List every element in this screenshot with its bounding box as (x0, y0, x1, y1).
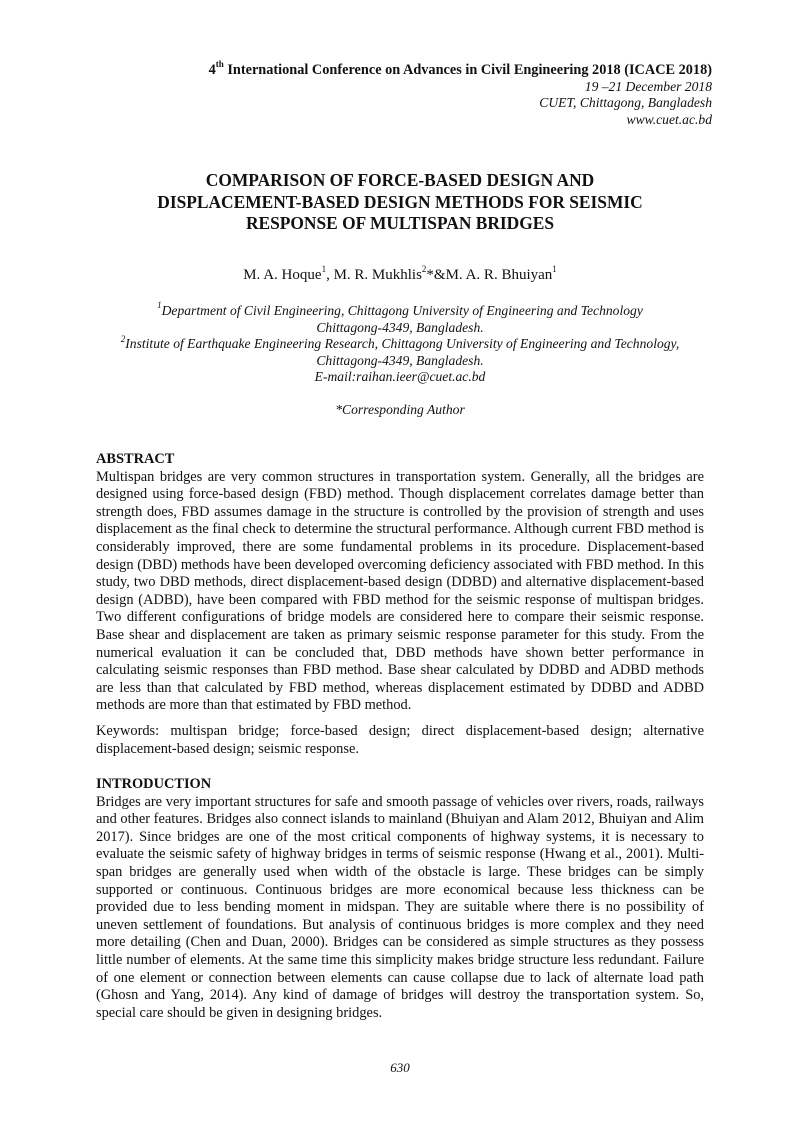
conference-title-rest: International Conference on Advances in Civil Engineering 2018 (ICACE 2018) (223, 62, 712, 78)
conference-header (208, 59, 712, 128)
author-affiliation-mark: 1 (552, 264, 557, 274)
conference-title (208, 59, 712, 79)
affiliation-mark: 2 (120, 333, 126, 344)
introduction-heading: INTRODUCTION (96, 776, 212, 792)
affiliation-2-city: Chittagong-4349, Bangladesh. (316, 352, 484, 368)
abstract-text: Multispan bridges are very common structures in transportation system. Generally, all the bridges are designed using force-based design (FBD) method. Though displacement correlates damage better than strength does, FBD assumes damage in the structure is controlled by the provision of strength and uses displacement as the final check to determine the structural performance. Although current FBD method is considerably improved, there are some fundamental problems in its procedure. Displacement-based design (DBD) methods have been developed overcoming deficiency associated with FBD method. In this study, two DBD methods, direct displacement-based design (DDBD) and alternative displacement-based design (ADBD), have been compared with FBD method for the seismic response of multispan bridges. Two different configurations of bridge models are considered here to compare their seismic response. Base shear and displacement are taken as primary seismic response parameter for this study. From the numerical evaluation it can be concluded that, DBD methods have shown better performance in calculating seismic responses than FBD method. Base shear calculated by DDBD and ADBD methods are less than that calculated by FBD method, whereas displacement estimated by DDBD and ADBD methods are more than that estimated by FBD method. (96, 468, 704, 714)
keywords-text: Keywords: multispan bridge; force-based design; direct displacement-based design; alternative displacement-based design; seismic response. (96, 723, 704, 757)
conference-location: CUET, Chittagong, Bangladesh (539, 95, 712, 111)
corresponding-author-note: *Corresponding Author (335, 402, 465, 417)
paper-title-line: COMPARISON OF FORCE-BASED DESIGN AND (205, 170, 595, 190)
author-affiliation-mark: 1 (321, 264, 327, 274)
affiliation-text: Department of Civil Engineering, Chittagong University of Engineering and Technology (161, 303, 643, 318)
author-name: M. R. Mukhlis (333, 267, 422, 283)
affiliations (96, 300, 704, 386)
abstract-heading: ABSTRACT (96, 451, 175, 467)
paper-title-line: DISPLACEMENT-BASED DESIGN METHODS FOR SEISMIC (157, 191, 643, 212)
author-name: M. A. R. Bhuiyan (445, 267, 553, 283)
affiliation-mark: 1 (157, 300, 162, 311)
introduction-text: Bridges are very important structures for safe and smooth passage of vehicles over rivers, roads, railways and other features. Bridges also connect islands to mainland (Bhuiyan and Alam 2012, Bhuiyan and Alim 2017). Since bridges are one of the most critical components of highway systems, it is necessary to evaluate the seismic safety of highway bridges in terms of seismic response (Hwang et al., 2001). Multi-span bridges are generally used when width of the obstacle is large. These bridges can be simply supported or continuous. Continuous bridges are more economical because less thickness can be provided due to less bending moment in midspan. They are suitable where there is no possibility of uneven settlement of foundations. But analysis of continuous bridges is more complex and they need more detailing (Chen and Duan, 2000). Bridges can be considered as simple structures as they possess little number of elements. At the same time this simplicity makes bridge structure less redundant. Failure of one element or connection between elements can cause collapse due to lack of alternate load path (Ghosn and Yang, 2014). Any kind of damage of bridges will destroy the transportation system. So, special care should be given in designing bridges. (96, 793, 704, 1021)
affiliation-text: Institute of Earthquake Engineering Research, Chittagong University of Engineering and Technology, (125, 336, 680, 352)
author-list (96, 266, 704, 284)
conference-dates: 19 –21 December 2018 (584, 78, 712, 94)
contact-email[interactable]: E-mail:raihan.ieer@cuet.ac.bd (314, 369, 486, 385)
keywords-section (96, 723, 704, 758)
affiliation-1-line (96, 300, 704, 320)
author-separator: , (326, 267, 334, 283)
paper-title-line: RESPONSE OF MULTISPAN BRIDGES (245, 213, 555, 234)
introduction-section (96, 776, 704, 1022)
author-name: M. A. Hoque (243, 267, 322, 283)
affiliation-2-line (96, 333, 704, 353)
conference-website[interactable]: www.cuet.ac.bd (626, 111, 712, 127)
conference-ordinal-suffix: th (215, 59, 224, 70)
author-affiliation-mark: 2 (421, 264, 427, 274)
conference-ordinal: 4 (208, 62, 216, 78)
affiliation-1-city: Chittagong-4349, Bangladesh. (316, 319, 484, 335)
author-separator: *& (426, 267, 446, 283)
paper-title (96, 170, 704, 235)
page-number: 630 (390, 1060, 410, 1075)
abstract-section (96, 451, 704, 715)
